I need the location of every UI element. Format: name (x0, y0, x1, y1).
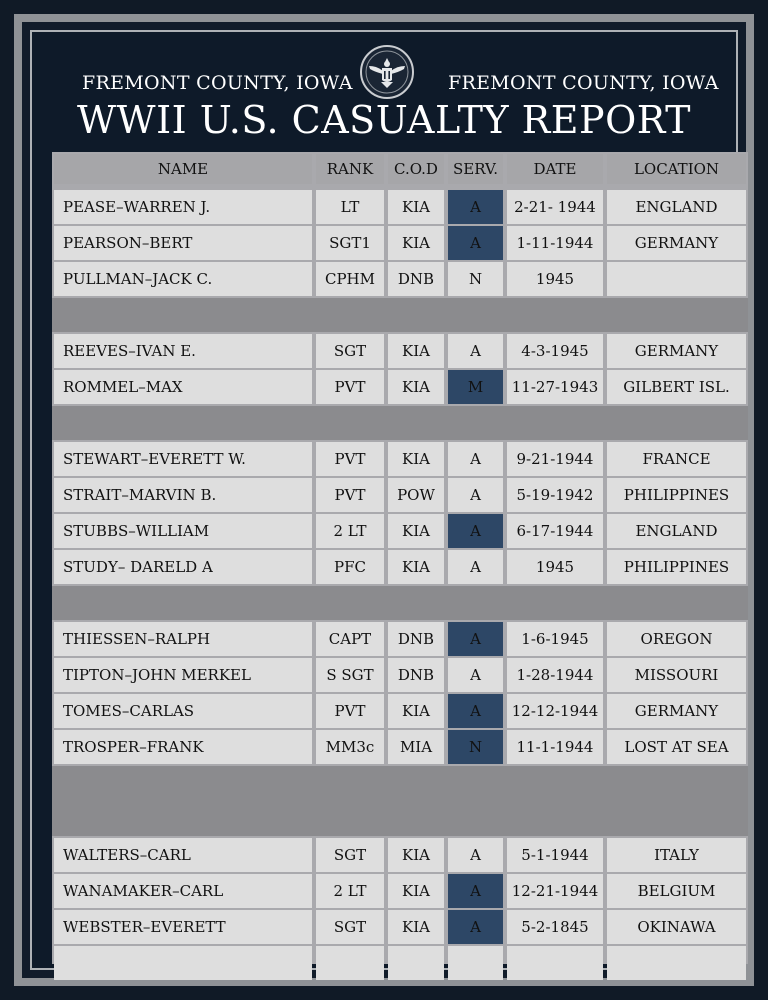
serv-cell: N (448, 262, 503, 296)
cod-cell: KIA (388, 550, 444, 584)
date-cell: 12-21-1944 (507, 874, 603, 908)
serv-cell: A (448, 334, 503, 368)
report-title: WWII U.S. CASUALTY REPORT (76, 98, 692, 142)
rank-cell: 2 LT (316, 514, 384, 548)
group-separator (52, 766, 748, 836)
name-cell: STUBBS–WILLIAM (54, 514, 312, 548)
rank-cell: PVT (316, 442, 384, 476)
cod-cell: DNB (388, 622, 444, 656)
date-cell: 12-12-1944 (507, 694, 603, 728)
rank-cell: SGT (316, 838, 384, 872)
rank-cell: CAPT (316, 622, 384, 656)
cod-cell: KIA (388, 874, 444, 908)
date-cell: 5-1-1944 (507, 838, 603, 872)
name-cell: STRAIT–MARVIN B. (54, 478, 312, 512)
serv-cell: A (448, 622, 503, 656)
plaque-border (22, 22, 746, 978)
location-cell (607, 262, 746, 296)
cod-cell: POW (388, 478, 444, 512)
column-header-date: DATE (507, 154, 603, 184)
location-cell: GILBERT ISL. (607, 370, 746, 404)
group-separator (52, 406, 748, 440)
cod-cell: KIA (388, 694, 444, 728)
rank-cell: SGT1 (316, 226, 384, 260)
plaque-panel (30, 30, 738, 970)
location-cell: GERMANY (607, 226, 746, 260)
date-cell: 9-21-1944 (507, 442, 603, 476)
date-cell: 5-19-1942 (507, 478, 603, 512)
rank-cell (316, 946, 384, 980)
name-cell: REEVES–IVAN E. (54, 334, 312, 368)
location-cell: ITALY (607, 838, 746, 872)
cod-cell: DNB (388, 658, 444, 692)
rank-cell: LT (316, 190, 384, 224)
name-cell: STUDY– DARELD A (54, 550, 312, 584)
name-cell: TROSPER–FRANK (54, 730, 312, 764)
rank-cell: 2 LT (316, 874, 384, 908)
location-cell: LOST AT SEA (607, 730, 746, 764)
name-cell: TOMES–CARLAS (54, 694, 312, 728)
cod-cell: KIA (388, 910, 444, 944)
serv-cell (448, 946, 503, 980)
group-separator (52, 586, 748, 620)
location-cell: OKINAWA (607, 910, 746, 944)
column-header-rank: RANK (316, 154, 384, 184)
serv-cell: A (448, 514, 503, 548)
serv-cell: A (448, 874, 503, 908)
cod-cell: KIA (388, 334, 444, 368)
name-cell: THIESSEN–RALPH (54, 622, 312, 656)
location-cell: PHILIPPINES (607, 478, 746, 512)
cod-cell: KIA (388, 442, 444, 476)
name-cell: TIPTON–JOHN MERKEL (54, 658, 312, 692)
column-header-serv: SERV. (448, 154, 503, 184)
date-cell: 2-21- 1944 (507, 190, 603, 224)
location-cell: MISSOURI (607, 658, 746, 692)
group-separator (52, 298, 748, 332)
location-cell (607, 946, 746, 980)
serv-cell: A (448, 694, 503, 728)
name-cell: PULLMAN–JACK C. (54, 262, 312, 296)
date-cell: 1-11-1944 (507, 226, 603, 260)
rank-cell: CPHM (316, 262, 384, 296)
column-header-cod: C.O.D (388, 154, 444, 184)
name-cell: WEBSTER–EVERETT (54, 910, 312, 944)
cod-cell: KIA (388, 190, 444, 224)
rank-cell: PVT (316, 370, 384, 404)
date-cell: 11-27-1943 (507, 370, 603, 404)
cod-cell: KIA (388, 226, 444, 260)
serv-cell: A (448, 658, 503, 692)
column-header-name: NAME (54, 154, 312, 184)
great-seal-eagle-icon (359, 44, 415, 100)
serv-cell: A (448, 190, 503, 224)
location-cell: GERMANY (607, 694, 746, 728)
location-cell: GERMANY (607, 334, 746, 368)
rank-cell: PVT (316, 478, 384, 512)
county-label-left: FREMONT COUNTY, IOWA (82, 72, 353, 94)
county-label-right: FREMONT COUNTY, IOWA (448, 72, 719, 94)
location-cell: FRANCE (607, 442, 746, 476)
location-cell: PHILIPPINES (607, 550, 746, 584)
serv-cell: A (448, 910, 503, 944)
location-cell: ENGLAND (607, 514, 746, 548)
date-cell: 5-2-1845 (507, 910, 603, 944)
name-cell: STEWART–EVERETT W. (54, 442, 312, 476)
name-cell: WANAMAKER–CARL (54, 874, 312, 908)
cod-cell: DNB (388, 262, 444, 296)
date-cell: 6-17-1944 (507, 514, 603, 548)
date-cell: 1945 (507, 262, 603, 296)
name-cell: WALTERS–CARL (54, 838, 312, 872)
serv-cell: M (448, 370, 503, 404)
rank-cell: PFC (316, 550, 384, 584)
serv-cell: A (448, 550, 503, 584)
cod-cell: KIA (388, 838, 444, 872)
serv-cell: A (448, 442, 503, 476)
column-header-location: LOCATION (607, 154, 746, 184)
name-cell (54, 946, 312, 980)
name-cell: ROMMEL–MAX (54, 370, 312, 404)
serv-cell: N (448, 730, 503, 764)
date-cell: 1-6-1945 (507, 622, 603, 656)
rank-cell: S SGT (316, 658, 384, 692)
name-cell: PEARSON–BERT (54, 226, 312, 260)
rank-cell: SGT (316, 334, 384, 368)
serv-cell: A (448, 226, 503, 260)
cod-cell: KIA (388, 514, 444, 548)
rank-cell: PVT (316, 694, 384, 728)
cod-cell (388, 946, 444, 980)
casualty-table (52, 152, 748, 964)
location-cell: OREGON (607, 622, 746, 656)
plaque-frame (14, 14, 754, 986)
location-cell: BELGIUM (607, 874, 746, 908)
location-cell: ENGLAND (607, 190, 746, 224)
date-cell: 1-28-1944 (507, 658, 603, 692)
date-cell (507, 946, 603, 980)
serv-cell: A (448, 478, 503, 512)
cod-cell: MIA (388, 730, 444, 764)
name-cell: PEASE–WARREN J. (54, 190, 312, 224)
cod-cell: KIA (388, 370, 444, 404)
date-cell: 4-3-1945 (507, 334, 603, 368)
rank-cell: MM3c (316, 730, 384, 764)
rank-cell: SGT (316, 910, 384, 944)
date-cell: 1945 (507, 550, 603, 584)
date-cell: 11-1-1944 (507, 730, 603, 764)
serv-cell: A (448, 838, 503, 872)
